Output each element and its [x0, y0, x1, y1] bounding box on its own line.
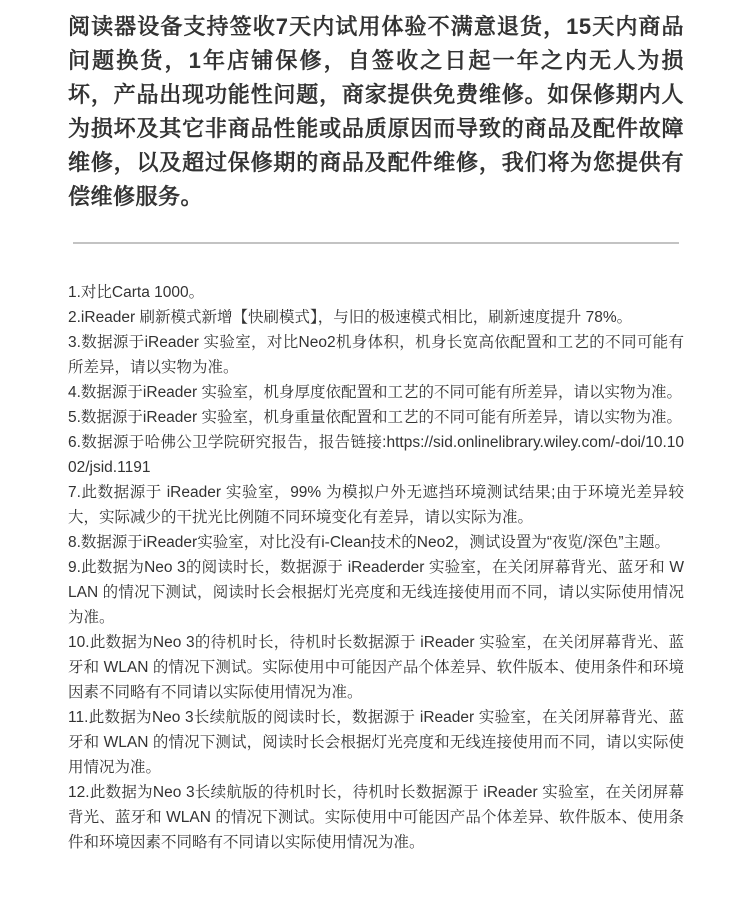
footnote-item: 9.此数据为Neo 3的阅读时长，数据源于 iReaderder 实验室，在关闭屏幕背光、蓝牙和 WLAN 的情况下测试，阅读时长会根据灯光亮度和无线连接使用而不同，请以实际使用情况为准。: [68, 559, 684, 626]
footnote-item: 1.对比Carta 1000。: [68, 284, 205, 301]
warranty-notice-text: 阅读器设备支持签收7天内试用体验不满意退货，15天内商品问题换货，1年店铺保修，自签收之日起一年之内无人为损坏，产品出现功能性问题，商家提供免费维修。如保修期内人为损坏及其它非商品性能或品质原因而导致的商品及配件故障维修，以及超过保修期的商品及配件维修，我们将为您提供有偿维修服务。: [68, 14, 684, 209]
footnote-item: 5.数据源于iReader 实验室，机身重量依配置和工艺的不同可能有所差异，请以实物为准。: [68, 409, 683, 426]
footnote-item: 3.数据源于iReader 实验室，对比Neo2机身体积，机身长宽高依配置和工艺的不同可能有所差异，请以实物为准。: [68, 334, 684, 376]
footnote-item: 7.此数据源于 iReader 实验室，99% 为模拟户外无遮挡环境测试结果;由于环境光差异较大，实际减少的干扰光比例随不同环境变化有差异，请以实际为准。: [68, 484, 684, 526]
footnote-item: 11.此数据为Neo 3长续航版的阅读时长，数据源于 iReader 实验室，在关闭屏幕背光、蓝牙和 WLAN 的情况下测试，阅读时长会根据灯光亮度和无线连接使用而不同，请以实际使用情况为准。: [68, 709, 684, 776]
footnote-item: 4.数据源于iReader 实验室，机身厚度依配置和工艺的不同可能有所差异，请以实物为准。: [68, 384, 683, 401]
footnote-item: 12.此数据为Neo 3长续航版的待机时长，待机时长数据源于 iReader 实验室，在关闭屏幕背光、蓝牙和 WLAN 的情况下测试。实际使用中可能因产品个体差异、软件版本、使用条件和环境因素不同略有不同请以实际使用情况为准。: [68, 784, 684, 851]
section-divider: [73, 242, 679, 244]
footnotes-list: [68, 280, 684, 855]
footnote-item: 10.此数据为Neo 3的待机时长，待机时长数据源于 iReader 实验室，在关闭屏幕背光、蓝牙和 WLAN 的情况下测试。实际使用中可能因产品个体差异、软件版本、使用条件和环境因素不同略有不同请以实际使用情况为准。: [68, 634, 684, 701]
footnote-item: 2.iReader 刷新模式新增【快刷模式】，与旧的极速模式相比，刷新速度提升 78%。: [68, 309, 633, 326]
footnote-item: 8.数据源于iReader实验室，对比没有i-Clean技术的Neo2，测试设置为“夜览/深色”主题。: [68, 534, 670, 551]
footnote-item: 6.数据源于哈佛公卫学院研究报告，报告链接:https://sid.onlinelibrary.wiley.com/-doi/10.1002/jsid.1191: [68, 434, 684, 476]
